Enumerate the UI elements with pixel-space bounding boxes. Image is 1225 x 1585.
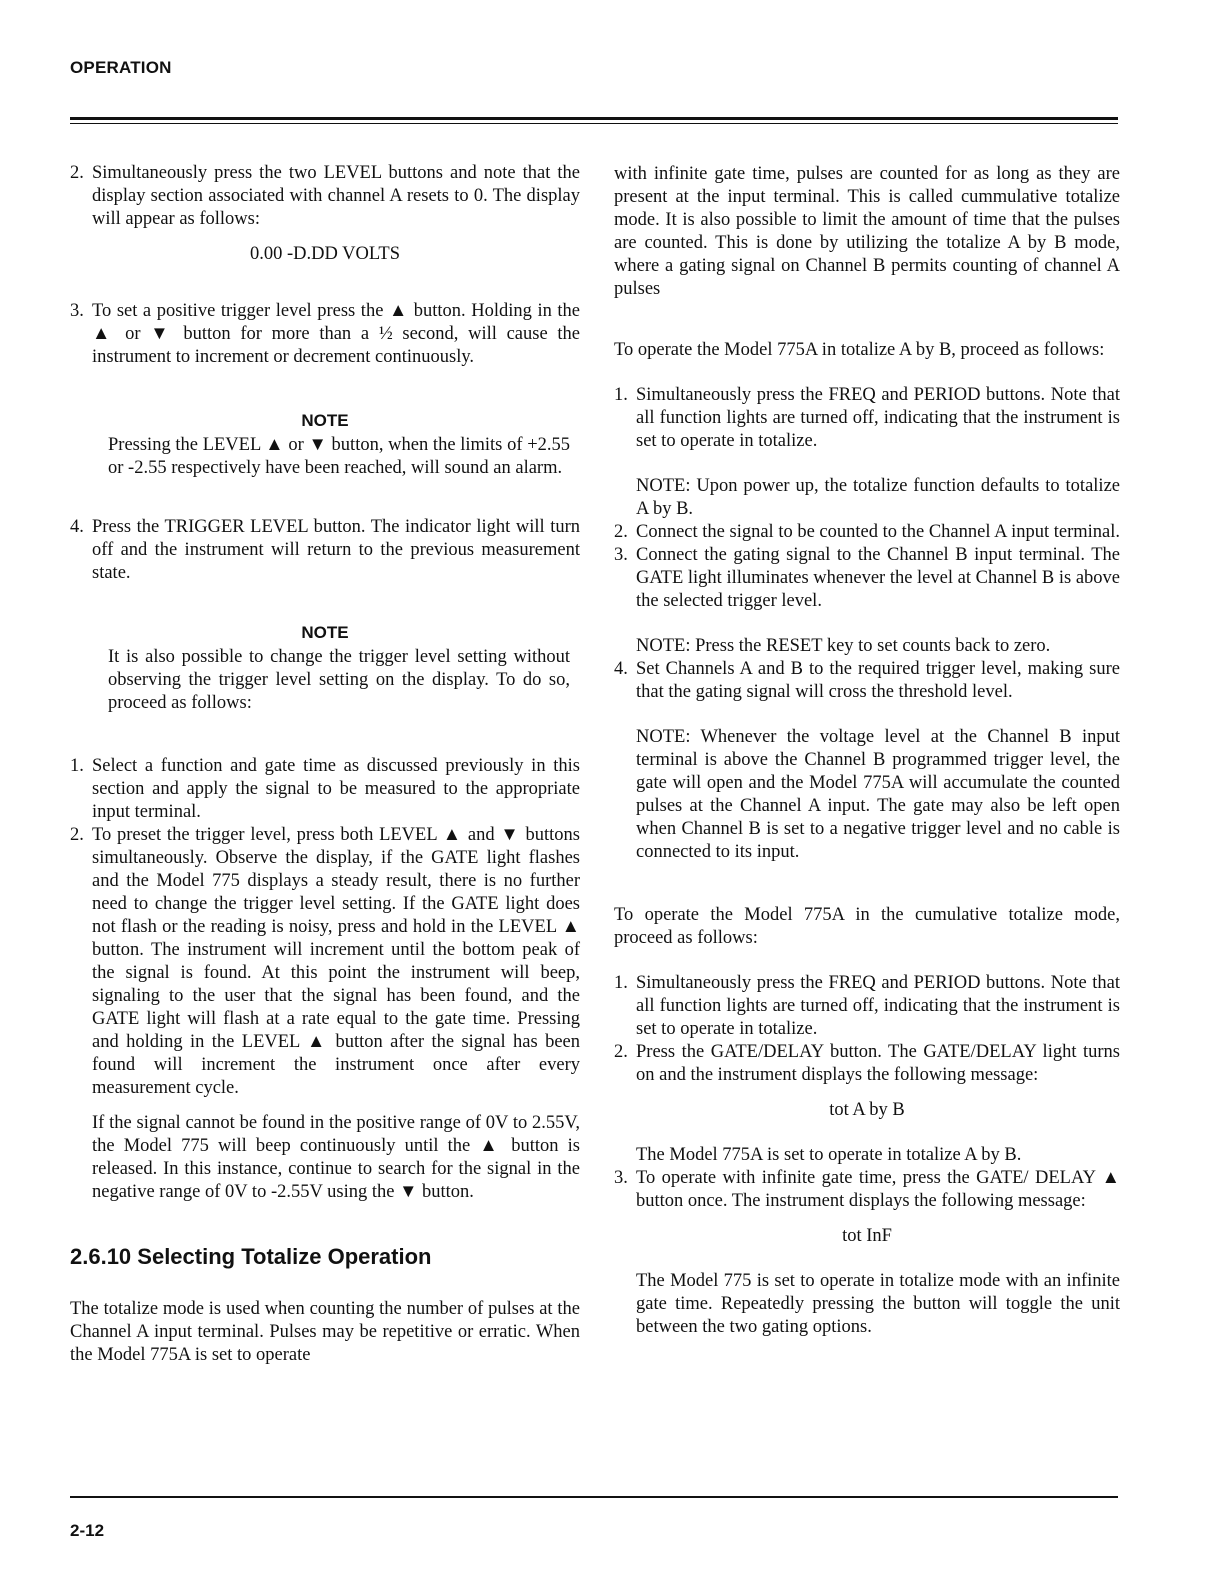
step-number: 2. [614, 1042, 628, 1062]
step-number: 3. [614, 545, 628, 565]
step-number: 2. [70, 825, 84, 845]
substep-2 [70, 824, 580, 1100]
right-column [614, 163, 1120, 1339]
step-text: To set a positive trigger level press the ▲ button. Holding in the ▲ or ▼ button for more than a ½ second, will cause the instrument to increment or decrement continuously. [92, 301, 580, 367]
page-number: 2-12 [70, 1521, 105, 1540]
note-heading: NOTE [301, 623, 349, 642]
note-body: Pressing the LEVEL ▲ or ▼ button, when the limits of +2.55 or -2.55 respectively have been reached, will sound an alarm. [108, 435, 570, 478]
totalize-intro-continued: with infinite gate time, pulses are counted for as long as they are present at the input terminal. This is called cummulative totalize mode. It is also possible to limit the amount of time that the pulses are counted. This is done by utilizing the totalize A by B mode, where a gating signal on Channel B permits counting of channel A pulses [614, 164, 1120, 299]
display-message: tot InF [842, 1226, 892, 1246]
note-body: It is also possible to change the trigger level setting without observing the trigger level setting on the display. To do so, proceed as follows: [108, 647, 570, 713]
totalize-step-1 [614, 384, 1120, 453]
step-result: The Model 775A is set to operate in totalize A by B. [636, 1145, 1022, 1165]
display-message: tot A by B [829, 1100, 905, 1120]
step-text: Simultaneously press the FREQ and PERIOD buttons. Note that all function lights are turned off, indicating that the instrument is set to operate in totalize. [636, 385, 1120, 451]
header-rule [70, 117, 1118, 120]
step-number: 1. [614, 973, 628, 993]
page-header-title: OPERATION [70, 58, 172, 77]
display-readout: 0.00 -D.DD VOLTS [249, 244, 401, 264]
cumulative-step-3 [614, 1167, 1120, 1213]
step-text: Press the TRIGGER LEVEL button. The indicator light will turn off and the instrument will return to the previous measurement state. [92, 517, 580, 583]
note-heading: NOTE [301, 411, 349, 430]
step-text: To operate with infinite gate time, press the GATE/ DELAY ▲ button once. The instrument displays the following message: [636, 1168, 1120, 1211]
section-heading: 2.6.10 Selecting Totalize Operation [70, 1244, 432, 1269]
step-number: 4. [70, 517, 84, 537]
step-text: Simultaneously press the FREQ and PERIOD buttons. Note that all function lights are turned off, indicating that the instrument is set to operate in totalize. [636, 973, 1120, 1039]
step-number: 4. [614, 659, 628, 679]
step-text: Simultaneously press the two LEVEL buttons and note that the display section associated with channel A resets to 0. The display will appear as follows: [92, 163, 580, 229]
cumulative-step-2 [614, 1041, 1120, 1087]
step-number: 1. [70, 756, 84, 776]
step-result: The Model 775 is set to operate in totalize mode with an infinite gate time. Repeatedly pressing the button will toggle the unit between the two gating options. [636, 1271, 1120, 1337]
footer-rule [70, 1496, 1118, 1498]
step-text: Connect the gating signal to the Channel B input terminal. The GATE light illuminates whenever the level at Channel B is above the selected trigger level. [636, 545, 1120, 611]
totalize-step-2 [614, 521, 1120, 544]
step-text: To preset the trigger level, press both LEVEL ▲ and ▼ buttons simultaneously. Observe the display, if the GATE light flashes and the Model 775 displays a steady result, there is no further need to change the trigger level setting. If the GATE light does not flash or the reading is noisy, press and hold in the LEVEL ▲ button. The instrument will increment until the bottom peak of the signal is found. At this point the instrument will beep, signaling to the user that the signal has been found, and the GATE light will flash at a rate equal to the gate time. Pressing and holding in the LEVEL ▲ button after the signal has been found will increment the instrument once after every measurement cycle. [92, 825, 580, 1098]
section-intro: The totalize mode is used when counting the number of pulses at the Channel A input terminal. Pulses may be repetitive or erratic. When the Model 775A is set to operate [70, 1299, 580, 1365]
totalize-a-by-b-intro: To operate the Model 775A in totalize A by B, proceed as follows: [614, 340, 1105, 360]
totalize-step-4 [614, 658, 1120, 704]
step-text: Press the GATE/DELAY button. The GATE/DELAY light turns on and the instrument displays the following message: [636, 1042, 1120, 1085]
note-text: NOTE: Press the RESET key to set counts back to zero. [636, 636, 1051, 656]
note-text: NOTE: Upon power up, the totalize function defaults to totalize A by B. [636, 476, 1120, 519]
cumulative-step-1 [614, 972, 1120, 1041]
step-number: 2. [614, 522, 628, 542]
step-text: Select a function and gate time as discussed previously in this section and apply the signal to be measured to the appropriate input terminal. [92, 756, 580, 822]
substep-2-continuation: If the signal cannot be found in the positive range of 0V to 2.55V, the Model 775 will beep continuously until the ▲ button is released. In this instance, continue to search for the signal in the negative range of 0V to -2.55V using the ▼ button. [92, 1113, 580, 1202]
step-3 [70, 300, 580, 369]
step-2 [70, 162, 580, 231]
step-number: 1. [614, 385, 628, 405]
step-4 [70, 516, 580, 585]
step-text: Connect the signal to be counted to the Channel A input terminal. [636, 522, 1120, 542]
note-text: NOTE: Whenever the voltage level at the Channel B input terminal is above the Channel B programmed trigger level, the gate will open and the Model 775A will accumulate the counted pulses at the Channel A input. The gate may also be left open when Channel B is set to a negative trigger level and no cable is connected to its input. [636, 727, 1120, 862]
step-number: 3. [70, 301, 84, 321]
left-column [70, 162, 580, 1367]
cumulative-intro: To operate the Model 775A in the cumulative totalize mode, proceed as follows: [614, 905, 1120, 948]
step-number: 3. [614, 1168, 628, 1188]
step-text: Set Channels A and B to the required trigger level, making sure that the gating signal will cross the threshold level. [636, 659, 1120, 702]
substep-1 [70, 755, 580, 824]
step-number: 2. [70, 163, 84, 183]
header-rule-thin [70, 123, 1118, 124]
totalize-step-3 [614, 544, 1120, 613]
